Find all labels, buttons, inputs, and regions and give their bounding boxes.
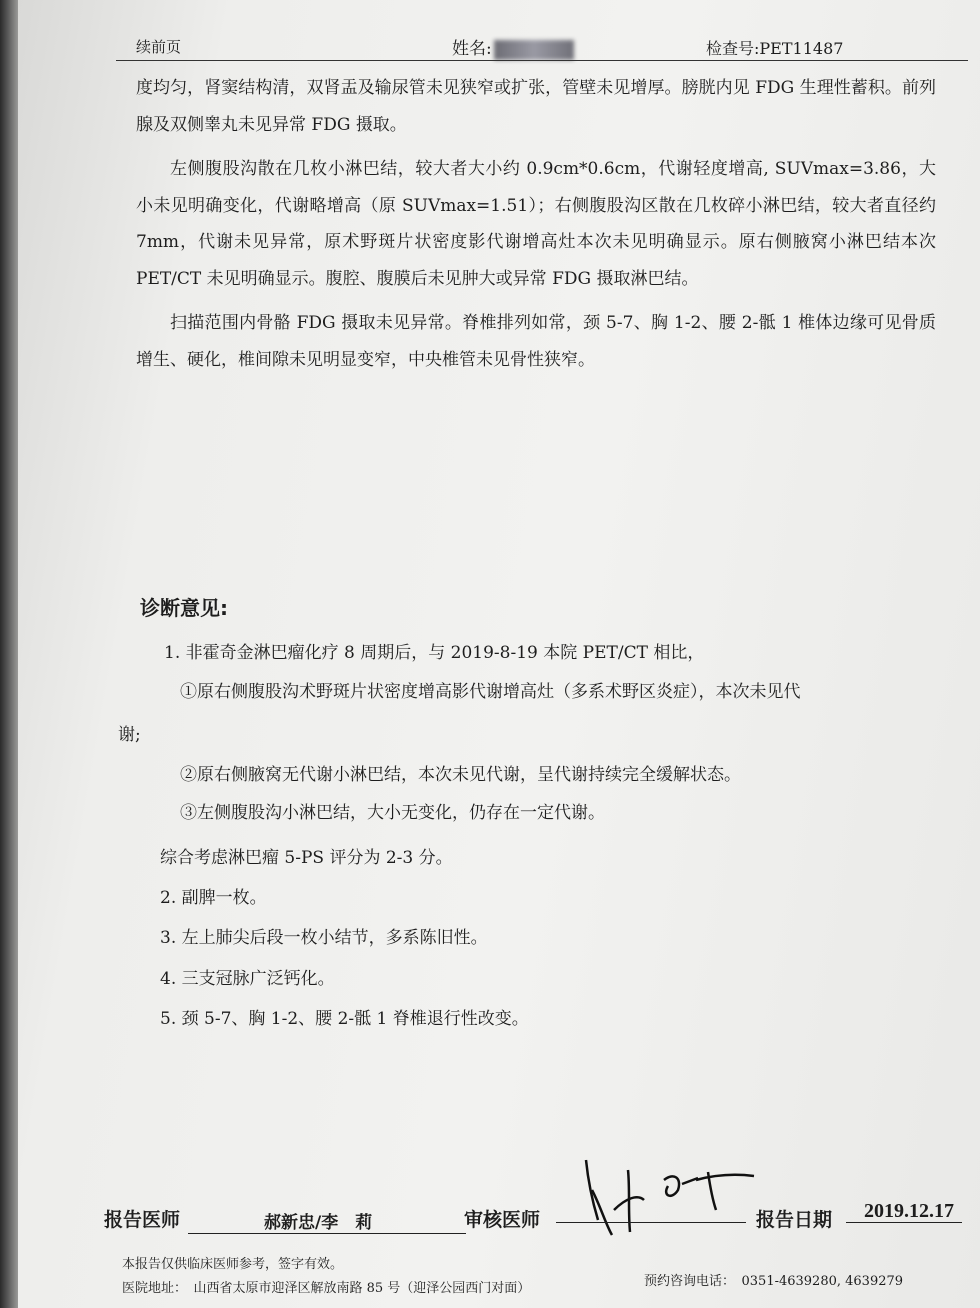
diagnosis-subitem: ③左侧腹股沟小淋巴结，大小无变化，仍存在一定代谢。	[180, 803, 605, 823]
disclaimer-note: 本报告仅供临床医师参考，签字有效。	[122, 1257, 344, 1272]
diagnosis-item: 3. 左上肺尖后段一枚小结节，多系陈旧性。	[160, 928, 488, 948]
review-doctor-underline	[556, 1222, 746, 1223]
name-label: 姓名:	[452, 39, 492, 59]
report-doctor-underline	[188, 1233, 466, 1234]
hospital-address: 医院地址： 山西省太原市迎泽区解放南路 85 号（迎泽公园西门对面）	[122, 1281, 531, 1296]
findings-section	[136, 70, 936, 386]
diagnosis-title: 诊断意见:	[140, 596, 228, 620]
exam-label: 检查号:	[706, 39, 760, 58]
findings-paragraph: 度均匀，肾窦结构清，双肾盂及输尿管未见狭窄或扩张，管壁未见增厚。膀胱内见 FDG 生理性蓄积。前列腺及双侧睾丸未见异常 FDG 摄取。	[136, 78, 936, 135]
diagnosis-subitem: 谢;	[118, 725, 141, 745]
report-date-underline	[846, 1222, 962, 1223]
continued-label: 续前页	[136, 38, 182, 56]
diagnosis-item: 2. 副脾一枚。	[160, 888, 267, 908]
patient-name-field	[452, 34, 574, 60]
report-doctor-label: 报告医师	[104, 1209, 181, 1231]
redacted-name	[494, 40, 574, 60]
report-date-label: 报告日期	[756, 1209, 833, 1231]
header-divider	[116, 60, 968, 61]
report-doctor-name: 郝新忠/李 莉	[264, 1213, 373, 1233]
binder-edge	[0, 0, 18, 1308]
appointment-phone: 预约咨询电话： 0351-4639280, 4639279	[644, 1274, 904, 1289]
diagnosis-subitem: ②原右侧腋窝无代谢小淋巴结，本次未见代谢，呈代谢持续完全缓解状态。	[180, 765, 741, 785]
report-date: 2019.12.17	[864, 1200, 954, 1222]
page-header	[18, 34, 980, 60]
diagnosis-item: 5. 颈 5-7、胸 1-2、腰 2-骶 1 脊椎退行性改变。	[160, 1009, 529, 1029]
diagnosis-item: 4. 三支冠脉广泛钙化。	[160, 969, 335, 989]
exam-number-field	[706, 36, 843, 59]
diagnosis-summary: 综合考虑淋巴瘤 5-PS 评分为 2-3 分。	[160, 848, 453, 868]
exam-number: PET11487	[759, 39, 844, 58]
findings-paragraph: 扫描范围内骨骼 FDG 摄取未见异常。脊椎排列如常，颈 5-7、胸 1-2、腰 2-骶 1 椎体边缘可见骨质增生、硬化，椎间隙未见明显变窄，中央椎管未见骨性狭窄。	[136, 313, 936, 370]
review-doctor-label: 审核医师	[464, 1209, 541, 1231]
report-page	[18, 0, 980, 1308]
diagnosis-item: 1. 非霍奇金淋巴瘤化疗 8 周期后，与 2019-8-19 本院 PET/CT 相比，	[164, 643, 705, 663]
findings-paragraph: 左侧腹股沟散在几枚小淋巴结，较大者大小约 0.9cm*0.6cm，代谢轻度增高, SUVmax=3.86，大小未见明确变化，代谢略增高（原 SUVmax=1.51）；右侧腹股沟区散在几枚碎小淋巴结，较大者直径约 7mm，代谢未见异常，原术野斑片状密度影代谢增高灶本次未见明确显示。原右侧腋窝小淋巴结本次 PET/CT 未见明确显示。腹腔、腹膜后未见肿大或异常 FDG 摄取淋巴结。	[136, 159, 936, 289]
reviewer-signature	[578, 1150, 758, 1240]
diagnosis-subitem: ①原右侧腹股沟术野斑片状密度增高影代谢增高灶（多系术野区炎症），本次未见代	[180, 682, 801, 702]
